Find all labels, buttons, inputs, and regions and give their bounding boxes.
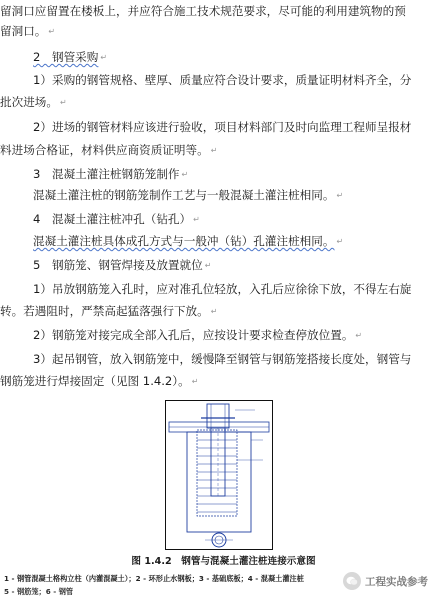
text-line: 留洞口应留置在楼板上，并应符合施工技术规范要求，尽可能的利用建筑物的预 [0,4,406,18]
figure-legend-cont: 5 - 钢筋笼；6 - 钢管 [4,587,74,596]
paragraph-mark-icon: ↵ [355,331,363,340]
paragraph-mark-icon: ↵ [193,215,200,224]
text-line: 批次进场。 ↵ [0,95,67,109]
figure-caption: 图 1.4.2 钢管与混凝土灌注桩连接示意图 [131,556,316,567]
paragraph-mark-icon: ↵ [210,146,218,155]
paragraph-mark-icon: ↵ [181,170,189,179]
paragraph-mark-icon: ↵ [191,377,199,386]
wechat-logo-icon [343,572,361,590]
paragraph-mark-icon: ↵ [100,53,108,62]
text-line: 钢筋笼进行焊接固定（见图 1.4.2）。 ↵ [0,374,199,388]
section-heading: 2 钢管采购 ↵ [33,50,108,64]
text-line: 2）进场的钢管材料应该进行验收，项目材料部门及时向监理工程师呈报材 [33,120,412,134]
watermark-text: 工程实战参考 [365,575,428,588]
text-line: 留洞口。 ↵ [0,24,56,38]
text-line: 混凝土灌注桩具体成孔方式与一般冲（钻）孔灌注桩相同。 ↵ [33,234,344,248]
paragraph-mark-icon: ↵ [336,237,344,246]
watermark [343,570,445,592]
figure-legend: 1 - 钢管混凝土格构立柱（内灌混凝土）；2 - 环形止水钢板；3 - 基础底板；4 - 混凝土灌注桩 [4,574,304,583]
paragraph-mark-icon: ↵ [48,27,56,36]
section-heading: 5 钢筋笼、钢管焊接及放置就位 ↵ [33,258,212,272]
section-heading: 3 混凝土灌注桩钢筋笼制作 ↵ [33,167,189,181]
text-line: 2）钢筋笼对接完成全部入孔后，应按设计要求检查停放位置。 ↵ [33,328,363,342]
paragraph-mark-icon: ↵ [336,191,344,200]
text-line: 3）起吊钢管，放入钢筋笼中，缓慢降至钢管与钢筋笼搭接长度处，钢管与 [33,352,412,366]
text-line: 转。若遇阻时，严禁高起猛落强行下放。 ↵ [0,304,218,318]
connection-diagram [165,400,273,550]
paragraph-mark-icon: ↵ [59,98,67,107]
text-line: 料进场合格证，材料供应商资质证明等。 ↵ [0,143,218,157]
text-line: 1）采购的钢管规格、壁厚、质量应符合设计要求，质量证明材料齐全，分 [33,73,412,87]
paragraph-mark-icon: ↵ [204,261,212,270]
paragraph-mark-icon: ↵ [210,307,218,316]
text-line: 1）吊放钢筋笼入孔时，应对准孔位轻放，入孔后应徐徐下放，不得左右旋 [33,282,412,296]
text-line: 混凝土灌注桩的钢筋笼制作工艺与一般混凝土灌注桩相同。 ↵ [33,188,344,202]
section-heading: 4 混凝土灌注桩冲孔（钻孔） ↵ [33,212,200,226]
